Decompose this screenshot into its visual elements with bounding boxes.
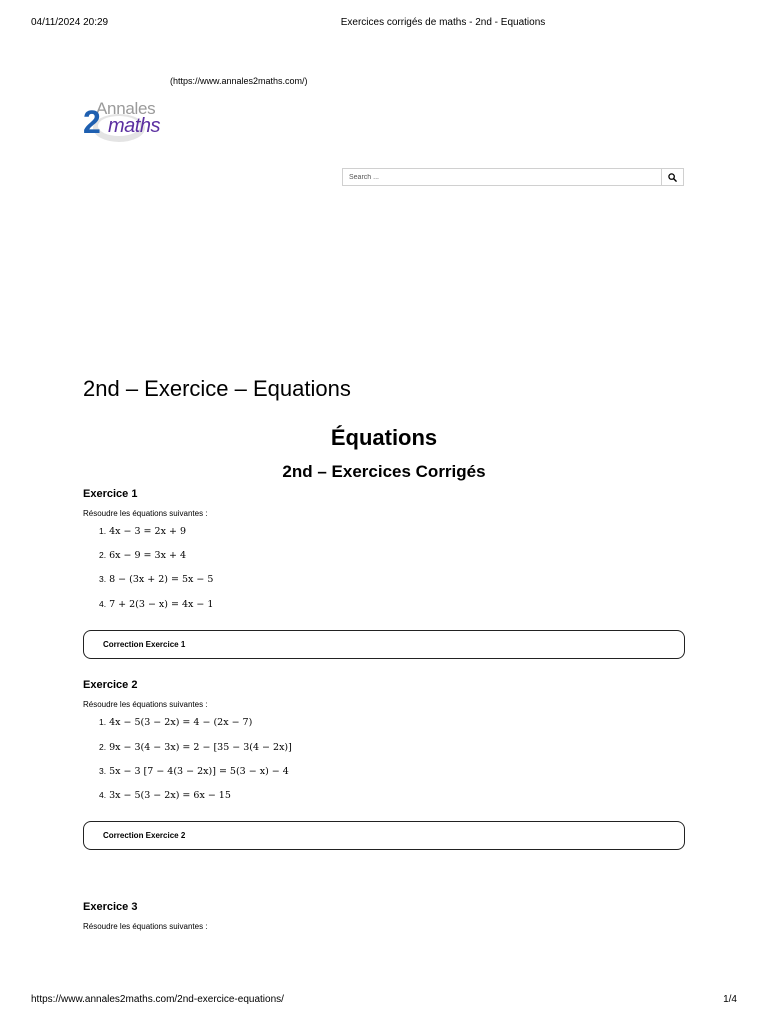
equation-text: 7 + 2(3 − x) = 4x − 1 xyxy=(109,599,214,610)
equation-number: 4. xyxy=(99,599,107,609)
exercise-2-equation-4 xyxy=(99,790,231,801)
exercise-3-title: Exercice 3 xyxy=(83,901,138,913)
exercise-2-equation-2 xyxy=(99,742,292,753)
equation-text: 8 − (3x + 2) = 5x − 5 xyxy=(109,574,214,585)
equation-number: 3. xyxy=(99,766,107,776)
exercise-1-instruction: Résoudre les équations suivantes : xyxy=(83,509,208,518)
exercise-2-title: Exercice 2 xyxy=(83,679,138,691)
correction-label: Correction Exercice 2 xyxy=(103,831,186,840)
print-page-number: 1/4 xyxy=(723,994,737,1005)
print-page-title: Exercices corrigés de maths - 2nd - Equations xyxy=(340,17,546,28)
search-input[interactable] xyxy=(343,169,663,185)
doc-title: Équations xyxy=(330,425,438,450)
equation-text: 6x − 9 = 3x + 4 xyxy=(109,550,186,561)
exercise-2-equation-1 xyxy=(99,717,252,728)
search-icon xyxy=(668,173,677,182)
exercise-1-equation-3 xyxy=(99,574,213,585)
exercise-3-instruction: Résoudre les équations suivantes : xyxy=(83,922,208,931)
site-url-link[interactable]: (https://www.annales2maths.com/) xyxy=(170,76,308,86)
equation-number: 1. xyxy=(99,526,107,536)
equation-text: 5x − 3 [7 − 4(3 − 2x)] = 5(3 − x) − 4 xyxy=(109,766,289,777)
search-button[interactable] xyxy=(661,169,683,185)
equation-number: 3. xyxy=(99,574,107,584)
logo-digit: 2 xyxy=(83,104,101,140)
page-title: 2nd – Exercice – Equations xyxy=(83,376,351,401)
site-logo[interactable] xyxy=(83,96,173,144)
correction-exercise-1-toggle[interactable] xyxy=(83,630,685,659)
doc-subtitle: 2nd – Exercices Corrigés xyxy=(282,462,486,481)
search-form xyxy=(342,168,684,186)
correction-label: Correction Exercice 1 xyxy=(103,640,186,649)
equation-text: 9x − 3(4 − 3x) = 2 − [35 − 3(4 − 2x)] xyxy=(109,742,292,753)
equation-number: 1. xyxy=(99,717,107,727)
logo-word-bottom: maths xyxy=(108,115,160,137)
exercise-1-title: Exercice 1 xyxy=(83,488,138,500)
exercise-2-equation-3 xyxy=(99,766,289,777)
print-footer-url: https://www.annales2maths.com/2nd-exercice-equations/ xyxy=(31,994,284,1005)
exercise-1-equation-4 xyxy=(99,599,213,610)
equation-text: 4x − 3 = 2x + 9 xyxy=(109,526,186,537)
exercise-2-instruction: Résoudre les équations suivantes : xyxy=(83,700,208,709)
equation-number: 4. xyxy=(99,790,107,800)
correction-exercise-2-toggle[interactable] xyxy=(83,821,685,850)
equation-text: 3x − 5(3 − 2x) = 6x − 15 xyxy=(109,790,231,801)
equation-text: 4x − 5(3 − 2x) = 4 − (2x − 7) xyxy=(109,717,253,728)
equation-number: 2. xyxy=(99,742,107,752)
print-datetime: 04/11/2024 20:29 xyxy=(31,17,109,28)
logo-word-top: Annales xyxy=(96,99,156,118)
exercise-1-equation-2 xyxy=(99,550,186,561)
equation-number: 2. xyxy=(99,550,107,560)
exercise-1-equation-1 xyxy=(99,526,186,537)
